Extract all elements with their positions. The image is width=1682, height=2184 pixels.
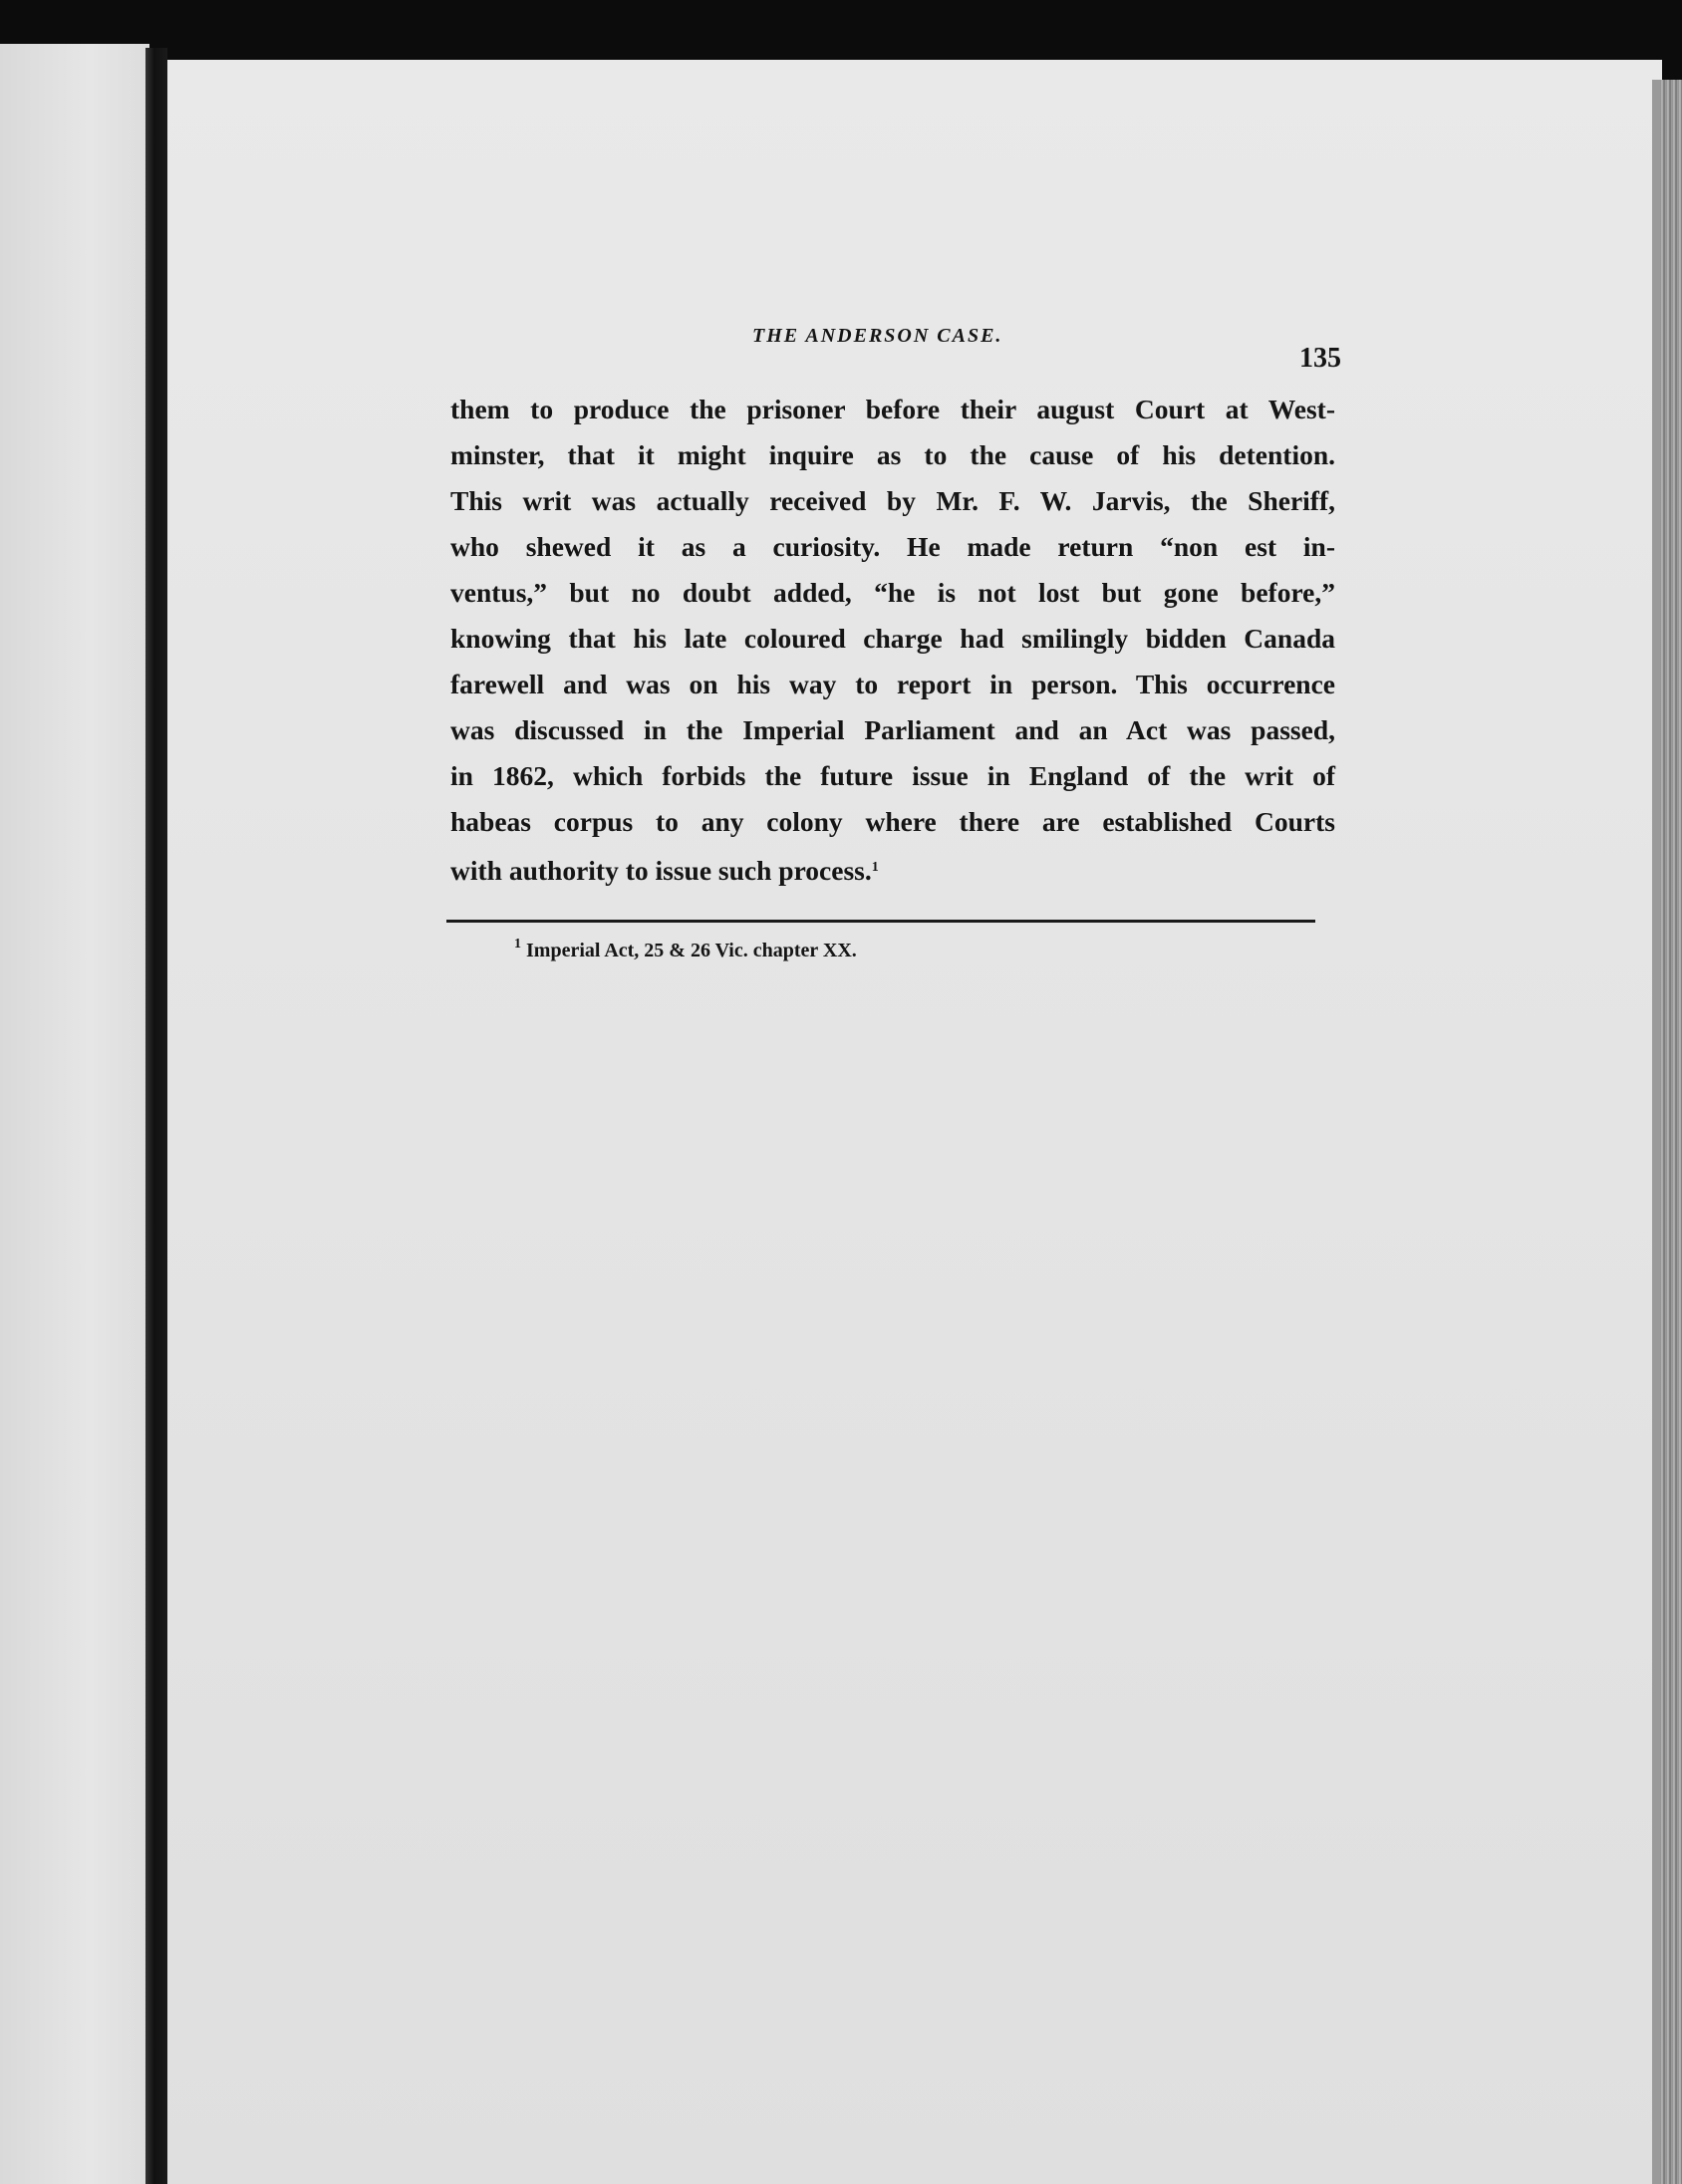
body-line: who shewed it as a curiosity. He made return “non est in- xyxy=(450,531,1335,562)
body-line: habeas corpus to any colony where there are established Courts xyxy=(450,806,1335,837)
facing-page-edge xyxy=(0,44,149,2184)
page-number: 135 xyxy=(1299,343,1341,374)
footnote-text: Imperial Act, 25 & 26 Vic. chapter XX. xyxy=(526,940,857,961)
body-line: This writ was actually received by Mr. F. W. Jarvis, the Sheriff, xyxy=(450,485,1335,516)
page-content xyxy=(450,319,1341,962)
footnote-reference: 1 xyxy=(871,860,879,875)
footnote xyxy=(514,937,1335,962)
body-line: was discussed in the Imperial Parliament and an Act was passed, xyxy=(450,714,1335,745)
body-paragraph xyxy=(450,387,1335,894)
footnote-marker: 1 xyxy=(514,937,521,952)
running-title: THE ANDERSON CASE. xyxy=(752,325,1003,347)
body-line: them to produce the prisoner before their august Court at West- xyxy=(450,394,1335,424)
page-stack-shadow xyxy=(1652,80,1660,2184)
page-stack-edge xyxy=(1660,80,1682,2184)
book-gutter xyxy=(145,48,167,2184)
body-line-text: with authority to issue such process. xyxy=(450,855,872,886)
body-line: farewell and was on his way to report in person. This occurrence xyxy=(450,669,1335,699)
footnote-rule xyxy=(446,920,1315,923)
body-line: in 1862, which forbids the future issue in England of the writ of xyxy=(450,760,1335,791)
body-line: minster, that it might inquire as to the cause of his detention. xyxy=(450,439,1335,470)
body-line-last xyxy=(450,845,1335,894)
running-head xyxy=(450,319,1341,374)
body-line: ventus,” but no doubt added, “he is not lost but gone before,” xyxy=(450,577,1335,608)
body-line: knowing that his late coloured charge had smilingly bidden Canada xyxy=(450,623,1335,654)
